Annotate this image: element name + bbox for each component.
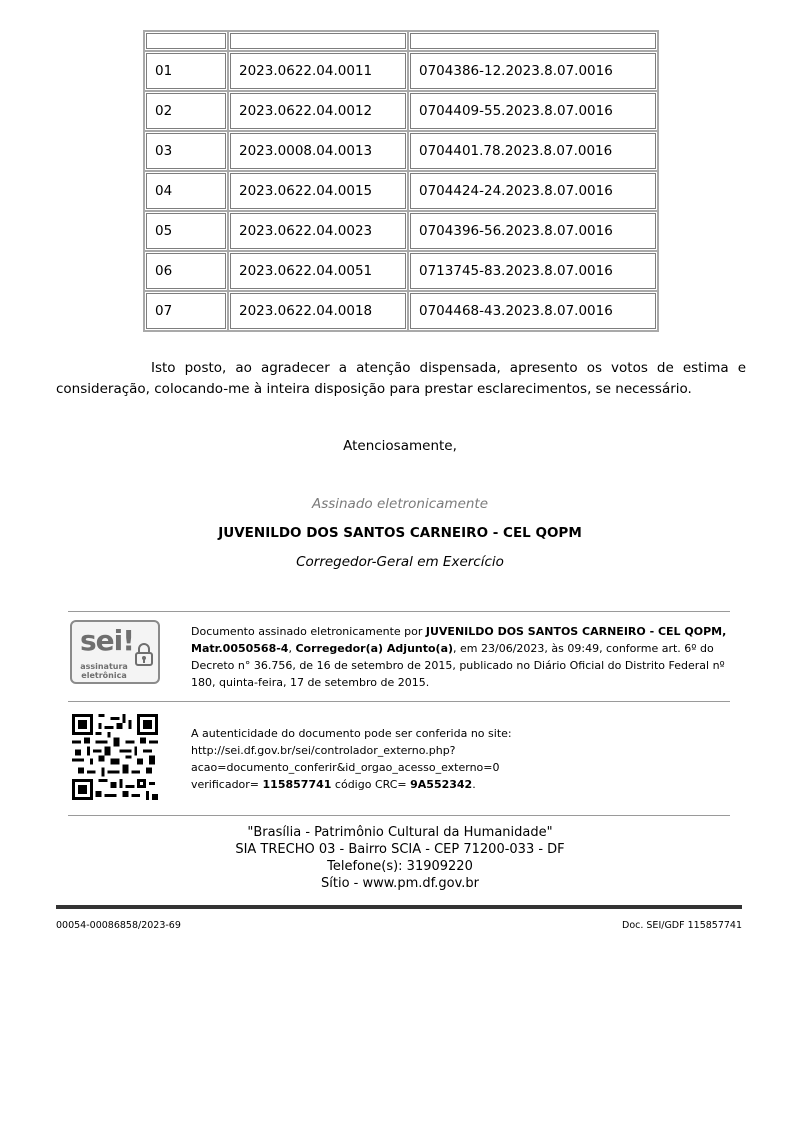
verifier-label: verificador= [191, 778, 263, 791]
footer-motto: "Brasília - Patrimônio Cultural da Humanidade" [247, 825, 553, 840]
footer-divider [56, 905, 742, 909]
divider [68, 815, 730, 816]
footer-phone: Telefone(s): 31909220 [327, 859, 473, 874]
footer-website: Sítio - www.pm.df.gov.br [321, 876, 479, 891]
table-row [144, 291, 658, 331]
cell-process: 0713745-83.2023.8.07.0016 [408, 251, 658, 291]
table-row [144, 91, 658, 131]
signed-label: Assinado eletronicamente [311, 496, 489, 512]
document-reference: Doc. SEI/GDF 115857741 [622, 920, 742, 931]
cell-protocol: 2023.0622.04.0012 [228, 91, 408, 131]
sig-bold-1: JUVENILDO DOS SANTOS CARNEIRO - CEL QOPM, Matr.0050568-4 [191, 625, 727, 655]
auth-line-1: A autenticidade do documento pode ser conferida no site: [191, 727, 512, 740]
cell-item: 04 [144, 171, 228, 211]
electronic-signature-text [191, 623, 731, 691]
cell-process: 0704386-12.2023.8.07.0016 [408, 51, 658, 91]
authenticity-text [191, 725, 731, 793]
cell-item: 06 [144, 251, 228, 291]
cell-process: 0704424-24.2023.8.07.0016 [408, 171, 658, 211]
signer-role: Corregedor-Geral em Exercício [296, 554, 504, 570]
cell-item: 03 [144, 131, 228, 171]
seal-sub-1: assinatura [80, 662, 128, 671]
cell-item: 07 [144, 291, 228, 331]
verifier-code: 115857741 [262, 778, 332, 791]
verifier-end: . [472, 778, 476, 791]
table-row [144, 131, 658, 171]
seal-subtitle [76, 662, 132, 680]
seal-word: sei! [80, 624, 135, 657]
table-row [144, 51, 658, 91]
cell-item: 02 [144, 91, 228, 131]
cell-item: 05 [144, 211, 228, 251]
auth-verifier-line [191, 776, 731, 793]
table-row [144, 171, 658, 211]
seal-sub-2: eletrônica [81, 671, 127, 680]
qr-code-icon [72, 714, 158, 800]
table-row-partial [144, 31, 658, 51]
cell-protocol: 2023.0622.04.0018 [228, 291, 408, 331]
cell-protocol: 2023.0622.04.0015 [228, 171, 408, 211]
auth-url-line: http://sei.df.gov.br/sei/controlador_externo.php? [191, 744, 456, 757]
cell-process: 0704409-55.2023.8.07.0016 [408, 91, 658, 131]
sig-text-1: Documento assinado eletronicamente por [191, 625, 426, 638]
cell-process: 0704401.78.2023.8.07.0016 [408, 131, 658, 171]
process-number: 00054-00086858/2023-69 [56, 920, 181, 931]
auth-url-params: acao=documento_conferir&id_orgao_acesso_externo=0 [191, 761, 500, 774]
cell-item: 01 [144, 51, 228, 91]
footer-address [0, 824, 800, 892]
cell-protocol: 2023.0622.04.0023 [228, 211, 408, 251]
cell-protocol: 2023.0622.04.0051 [228, 251, 408, 291]
closing-paragraph: Isto posto, ao agradecer a atenção dispensada, apresento os votos de estima e consideração, colocando-me à inteira disposição para prestar esclarecimentos, se necessário. [56, 360, 746, 397]
crc-code: 9A552342 [410, 778, 473, 791]
sig-text-2: , [288, 642, 296, 655]
divider [68, 701, 730, 702]
sig-text-3: , em 23/06/2023, às 09:49, conforme art. 6º do Decreto n° 36.756, de 16 de setembro de 2015, publicado no Diário Oficial do Distrito Federal nº 180, quinta-feira, 17 de setembro de 2015. [191, 642, 725, 689]
sig-bold-2: Corregedor(a) Adjunto(a) [295, 642, 454, 655]
table-row [144, 211, 658, 251]
lock-icon [134, 642, 154, 666]
divider [68, 611, 730, 612]
footer-address-line: SIA TRECHO 03 - Bairro SCIA - CEP 71200-033 - DF [235, 842, 565, 857]
cell-protocol: 2023.0622.04.0011 [228, 51, 408, 91]
cell-process: 0704468-43.2023.8.07.0016 [408, 291, 658, 331]
table-row [144, 251, 658, 291]
crc-label: código CRC= [331, 778, 411, 791]
process-table [143, 30, 657, 332]
greeting: Atenciosamente, [343, 438, 457, 454]
sei-seal-logo [70, 620, 160, 684]
signer-name: JUVENILDO DOS SANTOS CARNEIRO - CEL QOPM [218, 525, 582, 541]
cell-process: 0704396-56.2023.8.07.0016 [408, 211, 658, 251]
cell-protocol: 2023.0008.04.0013 [228, 131, 408, 171]
